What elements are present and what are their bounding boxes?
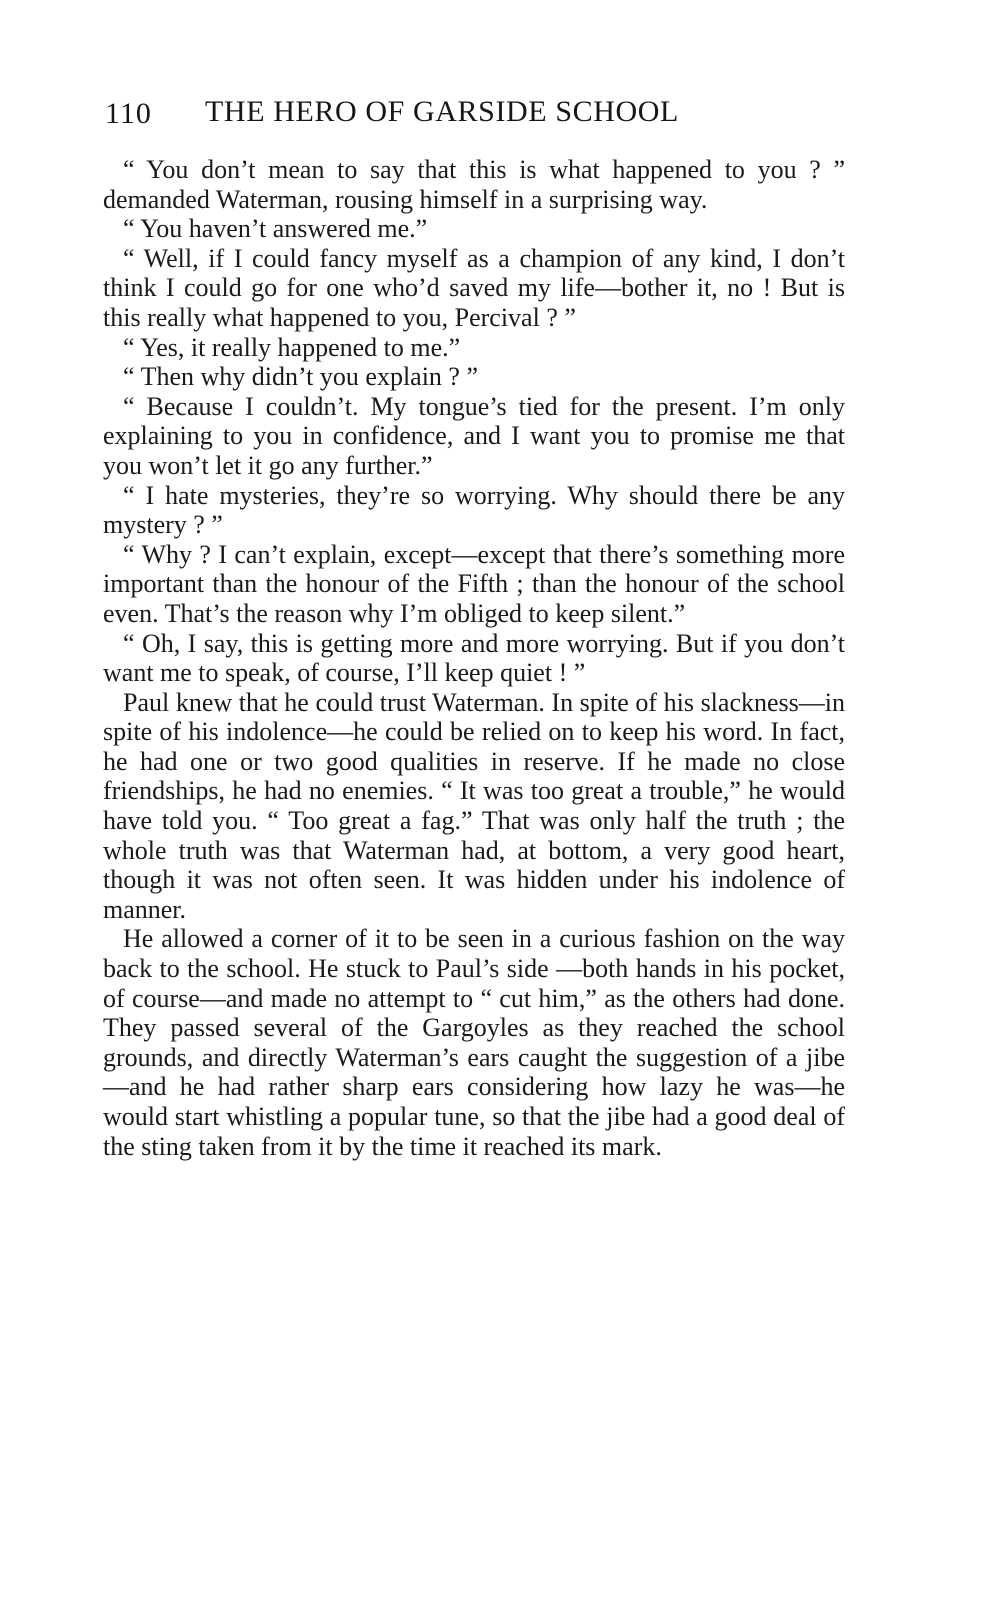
paragraph: “ Oh, I say, this is getting more and more worrying. But if you don’t want me to speak, of course, I’ll keep quiet ! ” <box>103 628 845 688</box>
paragraph: “ You haven’t answered me.” <box>123 214 428 244</box>
paragraph: He allowed a corner of it to be seen in a curious fashion on the way back to the school. He stuck to Paul’s side —both hands in his pocket, of course—and made no attempt to “ cut him,” as the others had done. They passed several of the Gargoyles as they reached the school grounds, and directly Waterman’s ears caught the suggestion of a jibe—and he had rather sharp ears considering how lazy he was—he would start whistling a popular tune, so that the jibe had a good deal of the sting taken from it by the time it reached its mark. <box>103 924 845 1161</box>
paragraph: “ Well, if I could fancy myself as a champion of any kind, I don’t think I could go for one who’d saved my life—bother it, no ! But is this really what happened to you, Percival ? ” <box>103 243 845 332</box>
paragraph: “ I hate mysteries, they’re so worrying. Why should there be any mystery ? ” <box>103 480 845 540</box>
paragraph: “ Yes, it really happened to me.” <box>123 332 461 362</box>
paragraph: “ Then why didn’t you explain ? ” <box>123 362 479 392</box>
body-text <box>103 155 845 1161</box>
paragraph: Paul knew that he could trust Waterman. In spite of his slackness—in spite of his indolence—he could be relied on to keep his word. In fact, he had one or two good qualities in reserve. If he made no close friendships, he had no enemies. “ It was too great a trouble,” he would have told you. “ Too great a fag.” That was only half the truth ; the whole truth was that Waterman had, at bottom, a very good heart, though it was not often seen. It was hidden under his indolence of manner. <box>103 687 845 924</box>
paragraph: “ You don’t mean to say that this is what happened to you ? ” demanded Waterman, rousing himself in a surprising way. <box>103 155 845 214</box>
page-number: 110 <box>105 97 152 130</box>
running-title: THE HERO OF GARSIDE SCHOOL <box>205 95 679 128</box>
paragraph: “ Because I couldn’t. My tongue’s tied for the present. I’m only explaining to you in confidence, and I want you to promise me that you won’t let it go any further.” <box>103 391 845 480</box>
paragraph: “ Why ? I can’t explain, except—except that there’s something more important than the honour of the Fifth ; than the honour of the school even. That’s the reason why I’m obliged to keep silent.” <box>103 539 845 628</box>
